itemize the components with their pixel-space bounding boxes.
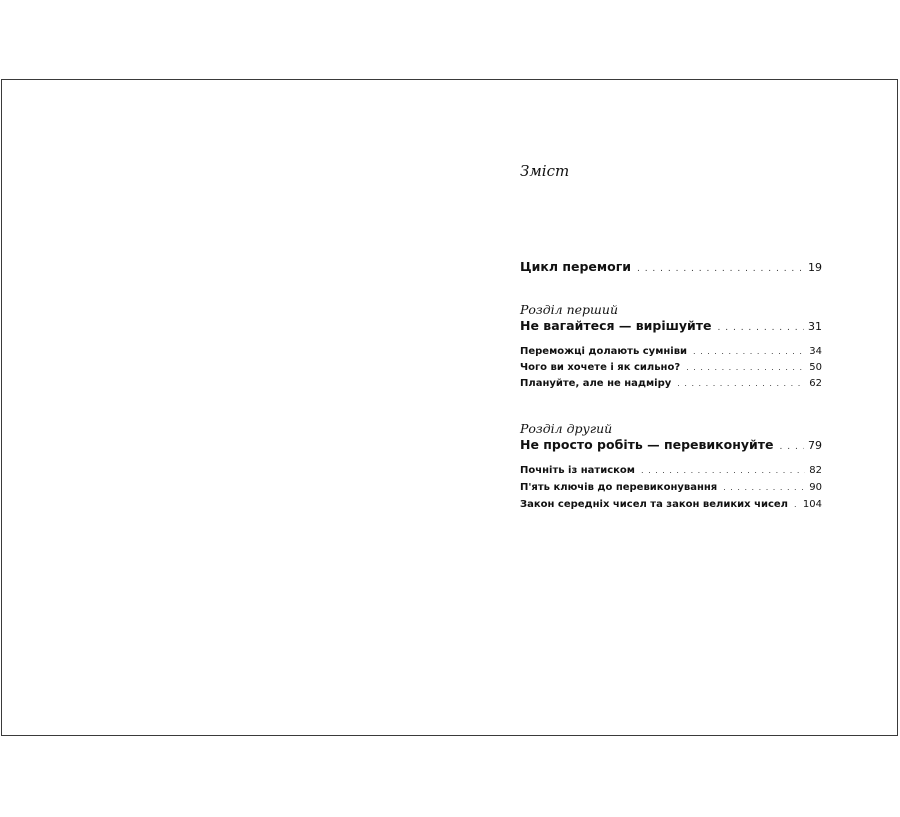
toc-entry-section[interactable] [520, 465, 822, 476]
toc-entry-label: Почніть із натиском [520, 465, 635, 476]
toc-entry-intro[interactable] [520, 259, 822, 274]
dot-leader [677, 379, 805, 388]
dot-leader [780, 442, 804, 452]
toc-entry-label: Закон середніх чисел та закон великих чисел [520, 499, 788, 510]
dot-leader [794, 500, 799, 509]
toc-entry-chapter-1[interactable] [520, 318, 822, 333]
dot-leader [637, 264, 804, 274]
toc-entry-page: 79 [808, 439, 822, 452]
toc-entry-section[interactable] [520, 482, 822, 493]
toc-entry-label: Не вагайтеся — вирішуйте [520, 318, 712, 333]
part-label-2: Розділ другий [520, 421, 613, 436]
toc-entry-page: 50 [809, 362, 822, 373]
toc-entry-section[interactable] [520, 499, 822, 510]
toc-entry-page: 31 [808, 320, 822, 333]
toc-entry-section[interactable] [520, 362, 822, 373]
toc-entry-label: Цикл перемоги [520, 259, 631, 274]
toc-entry-page: 19 [808, 261, 822, 274]
toc-entry-page: 34 [809, 346, 822, 357]
toc-entry-label: П'ять ключів до перевиконування [520, 482, 718, 493]
dot-leader [718, 323, 804, 333]
dot-leader [686, 363, 805, 372]
dot-leader [693, 347, 805, 356]
toc-entry-page: 90 [809, 482, 822, 493]
toc-entry-section[interactable] [520, 346, 822, 357]
toc-entry-label: Не просто робіть — перевиконуйте [520, 437, 774, 452]
toc-entry-page: 82 [809, 465, 822, 476]
toc-entry-page: 62 [809, 378, 822, 389]
toc-entry-label: Переможці долають сумніви [520, 346, 688, 357]
dot-leader [641, 466, 805, 475]
toc-entry-section[interactable] [520, 378, 822, 389]
book-spread [1, 79, 898, 736]
toc-entry-label: Чого ви хочете і як сильно? [520, 362, 681, 373]
toc-entry-chapter-2[interactable] [520, 437, 822, 452]
toc-entry-label: Плануйте, але не надміру [520, 378, 672, 389]
part-label-1: Розділ перший [520, 302, 618, 317]
toc-title: Зміст [520, 162, 570, 180]
dot-leader [723, 483, 805, 492]
toc-entry-page: 104 [802, 499, 822, 510]
